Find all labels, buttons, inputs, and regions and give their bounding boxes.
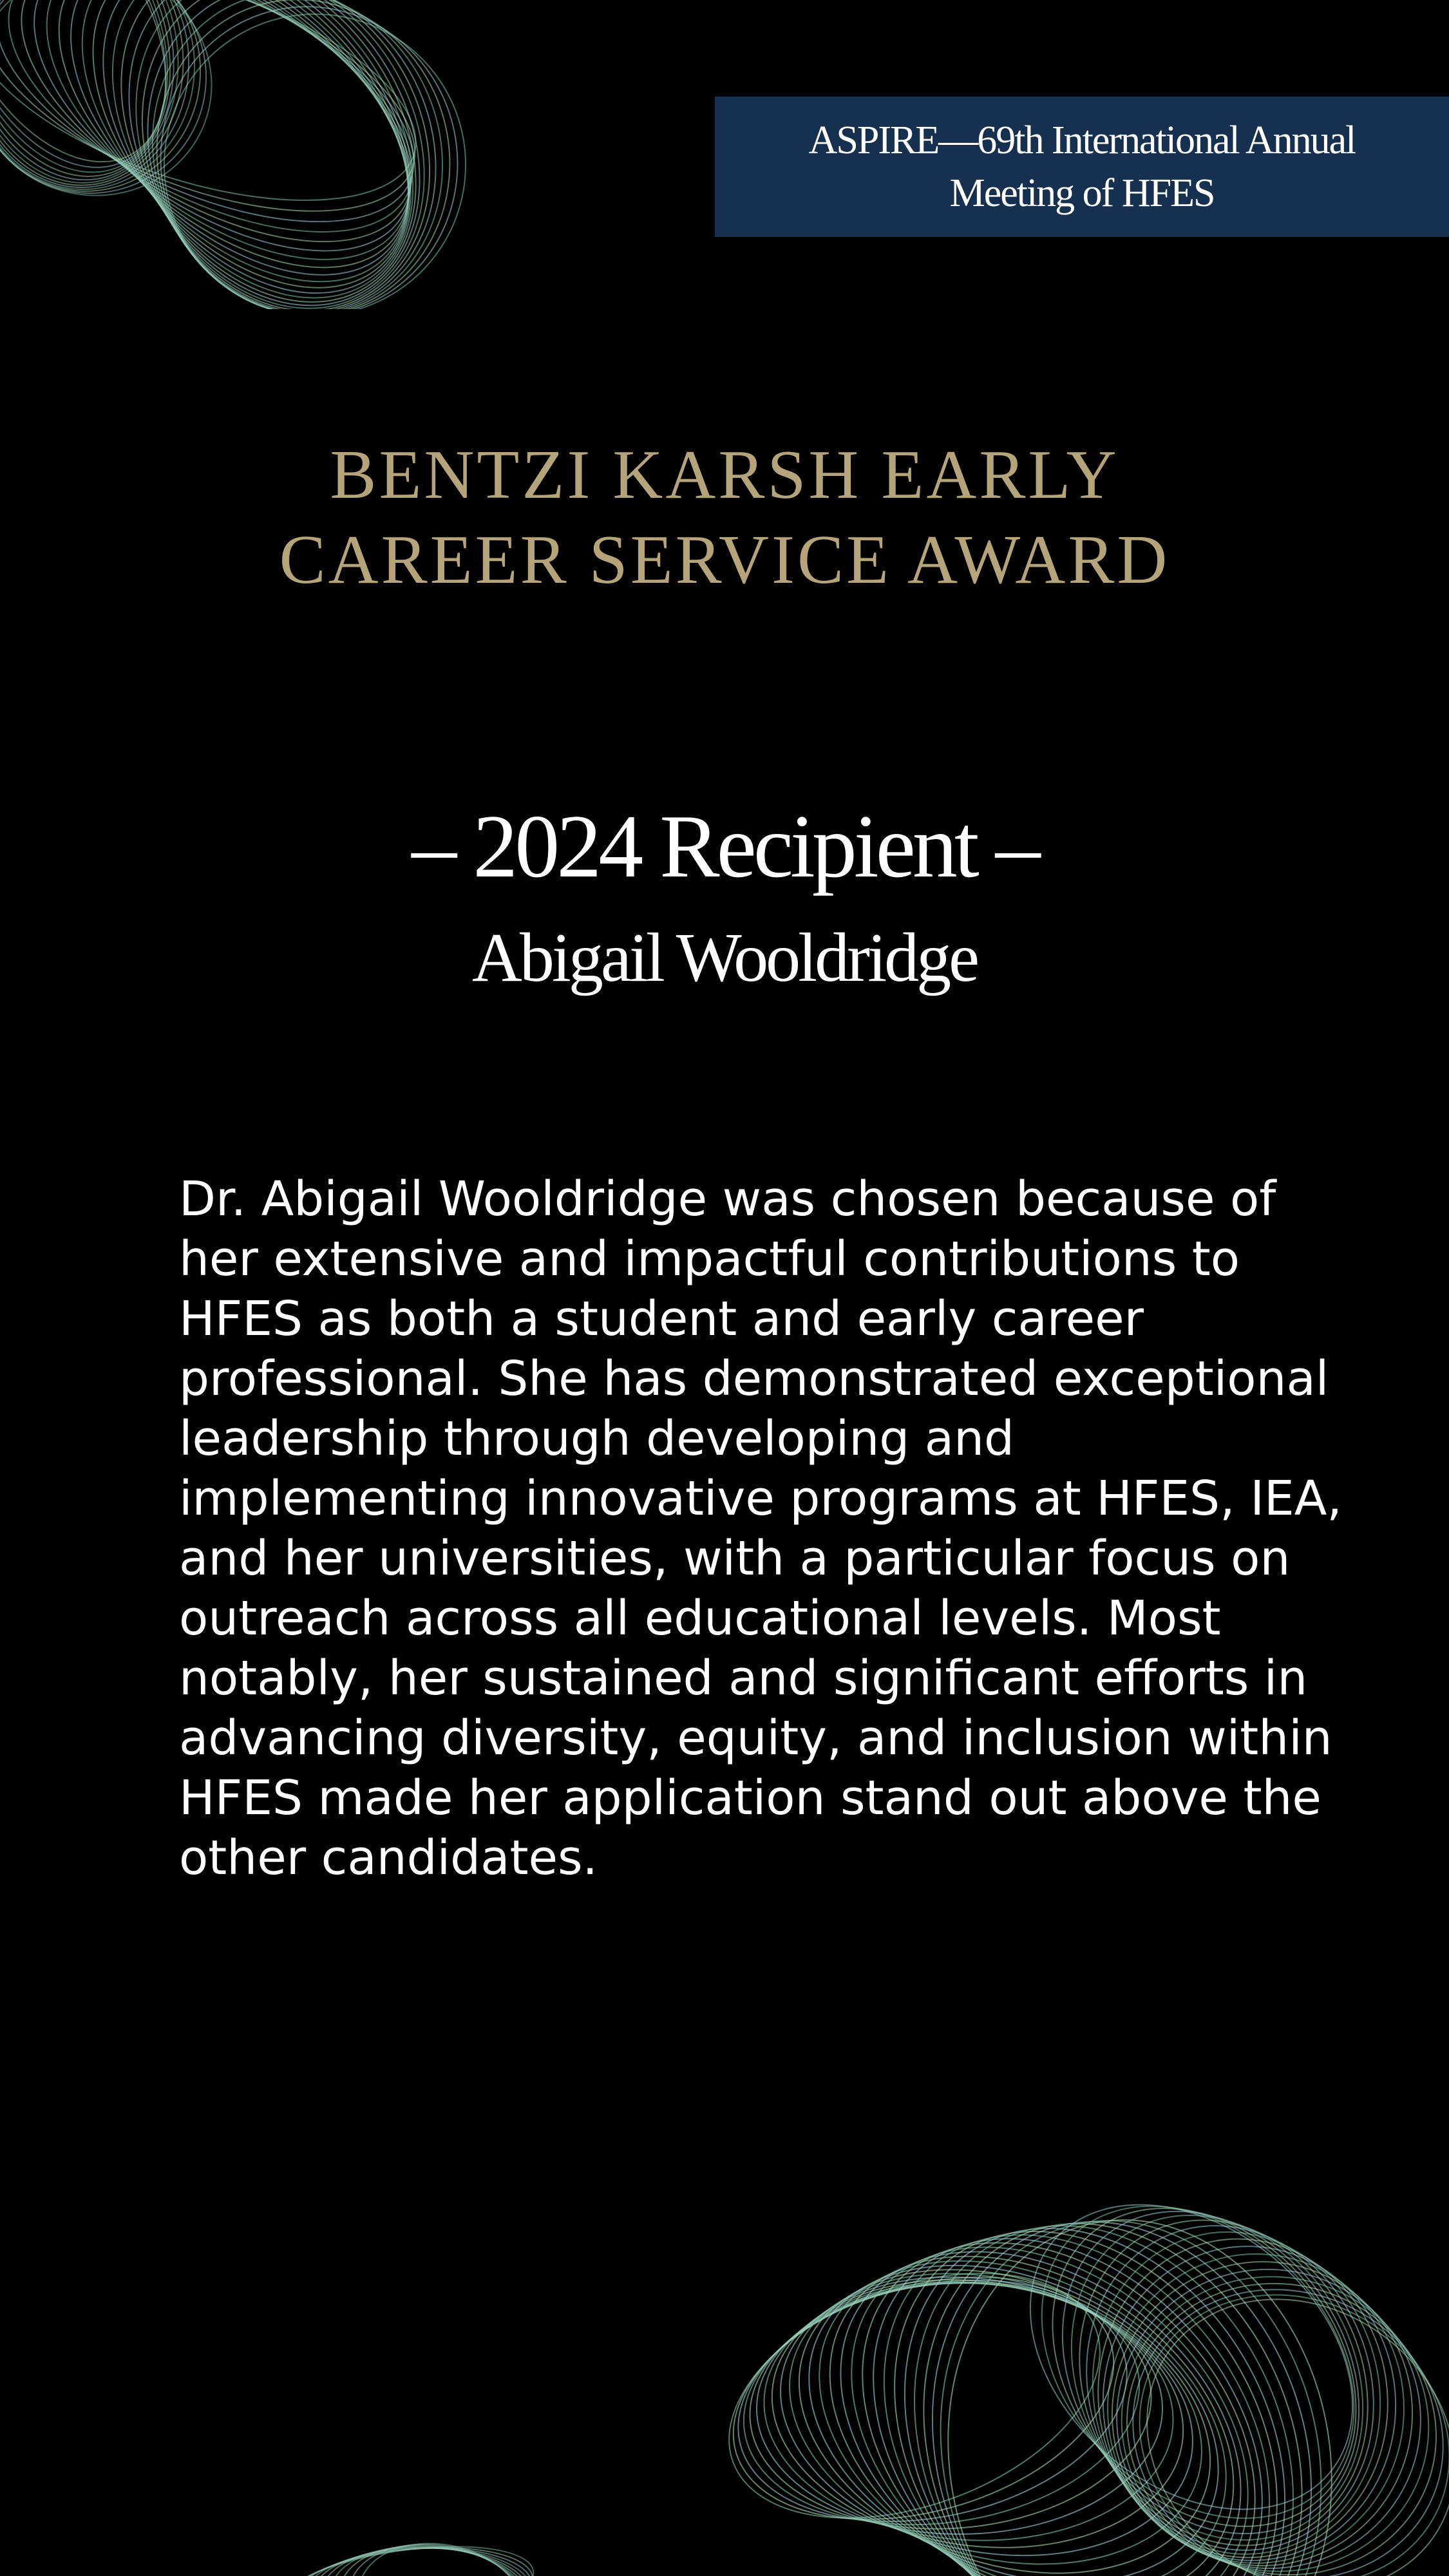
award-description [179, 1170, 1342, 1888]
wave-line [0, 0, 454, 289]
award-title [0, 433, 1449, 603]
banner-line-2: Meeting of HFES [949, 171, 1215, 215]
wave-line [61, 0, 477, 309]
recipient-heading: – 2024 Recipient – [412, 797, 1037, 896]
award-title-line-2: CAREER SERVICE AWARD [279, 522, 1170, 598]
wave-line [132, 0, 486, 309]
description-line: leadership through developing and [179, 1411, 1014, 1466]
description-line: other candidates. [179, 1830, 598, 1886]
conference-banner [715, 97, 1449, 237]
wave-line [795, 2202, 1341, 2576]
description-line: professional. She has demonstrated exceptional [179, 1351, 1329, 1406]
bottom-left-wave-pattern-icon [277, 2499, 535, 2576]
wave-line [1001, 2202, 1420, 2576]
bottom-right-wave-pattern-icon [580, 2202, 1449, 2576]
description-line: her extensive and impactful contributions to [179, 1231, 1240, 1287]
wave-line [101, 0, 482, 309]
description-line: advancing diversity, equity, and inclusion within [179, 1710, 1332, 1766]
top-left-wave-pattern-icon [0, 0, 580, 309]
description-line: implementing innovative programs at HFES, IEA, [179, 1471, 1342, 1526]
description-line: HFES as both a student and early career [179, 1291, 1144, 1347]
wave-line [0, 0, 196, 196]
wave-line [1099, 2249, 1425, 2576]
description-line: outreach across all educational levels. Most [179, 1591, 1221, 1646]
wave-line [759, 2204, 1268, 2576]
description-line: Dr. Abigail Wooldridge was chosen because of [179, 1171, 1276, 1227]
wave-line [277, 2533, 535, 2576]
banner-line-1: ASPIRE—69th International Annual [808, 118, 1356, 162]
recipient-name: Abigail Wooldridge [471, 920, 978, 996]
wave-line [0, 0, 444, 247]
description-line: HFES made her application stand out above the [179, 1770, 1321, 1826]
description-line: notably, her sustained and significant efforts in [179, 1651, 1308, 1706]
award-title-line-1: BENTZI KARSH EARLY [330, 437, 1119, 513]
description-line: and her universities, with a particular focus on [179, 1531, 1291, 1586]
